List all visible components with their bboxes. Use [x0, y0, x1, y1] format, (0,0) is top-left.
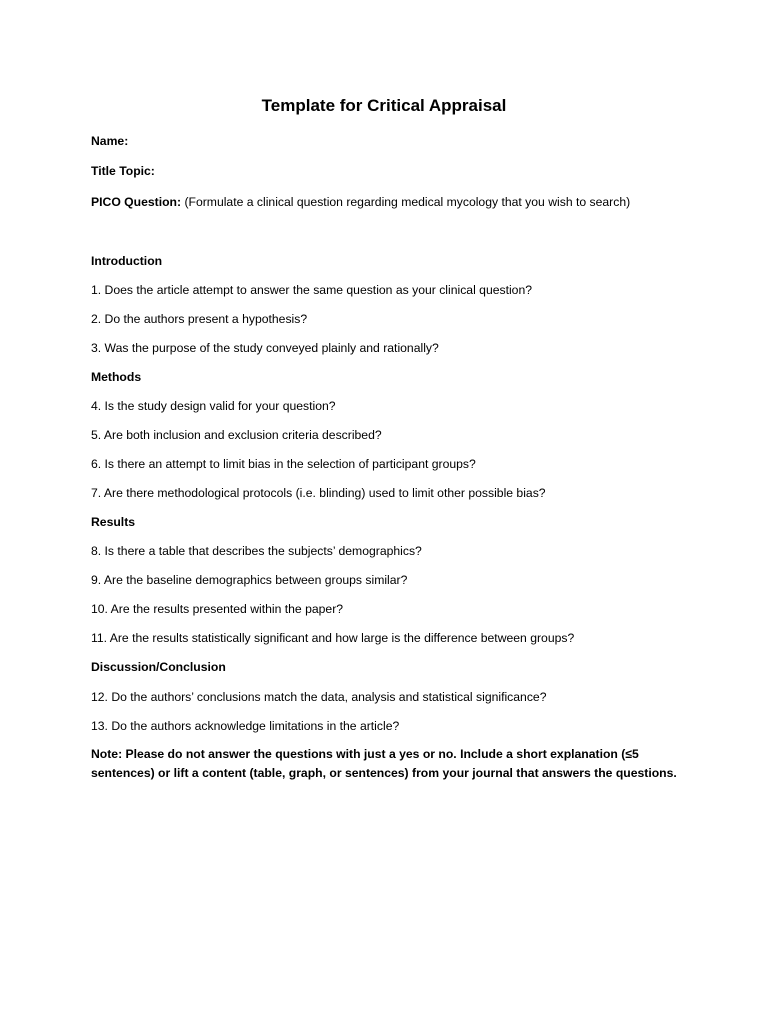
question-item: 12. Do the authors’ conclusions match the data, analysis and statistical significance? [91, 690, 547, 704]
question-item: 11. Are the results statistically significant and how large is the difference between groups? [91, 631, 575, 645]
question-item: 10. Are the results presented within the paper? [91, 602, 344, 616]
question-item: 1. Does the article attempt to answer the same question as your clinical question? [91, 283, 533, 297]
section-heading-results: Results [91, 515, 136, 529]
question-item: 2. Do the authors present a hypothesis? [91, 312, 308, 326]
name-field-label: Name: [91, 134, 129, 148]
question-item: 4. Is the study design valid for your question? [91, 399, 336, 413]
instruction-note: Note: Please do not answer the questions with just a yes or no. Include a short explanation (≤5 sentences) or lift a content (table, graph, or sentences) from your journal that answers the questions. [91, 747, 677, 780]
question-item: 13. Do the authors acknowledge limitations in the article? [91, 719, 400, 733]
question-item: 5. Are both inclusion and exclusion criteria described? [91, 428, 382, 442]
pico-question-label: PICO Question: [91, 195, 182, 209]
question-item: 3. Was the purpose of the study conveyed plainly and rationally? [91, 341, 439, 355]
question-item: 9. Are the baseline demographics between groups similar? [91, 573, 408, 587]
pico-question-instruction: (Formulate a clinical question regarding medical mycology that you wish to search) [181, 195, 631, 209]
document-title: Template for Critical Appraisal [261, 96, 507, 115]
question-item: 8. Is there a table that describes the subjects’ demographics? [91, 544, 422, 558]
section-heading-discussion: Discussion/Conclusion [91, 660, 226, 674]
question-item: 7. Are there methodological protocols (i.e. blinding) used to limit other possible bias? [91, 486, 546, 500]
question-item: 6. Is there an attempt to limit bias in the selection of participant groups? [91, 457, 476, 471]
section-heading-methods: Methods [91, 370, 142, 384]
section-heading-introduction: Introduction [91, 254, 163, 268]
pico-question-line [91, 193, 711, 211]
title-topic-field-label: Title Topic: [91, 164, 155, 178]
